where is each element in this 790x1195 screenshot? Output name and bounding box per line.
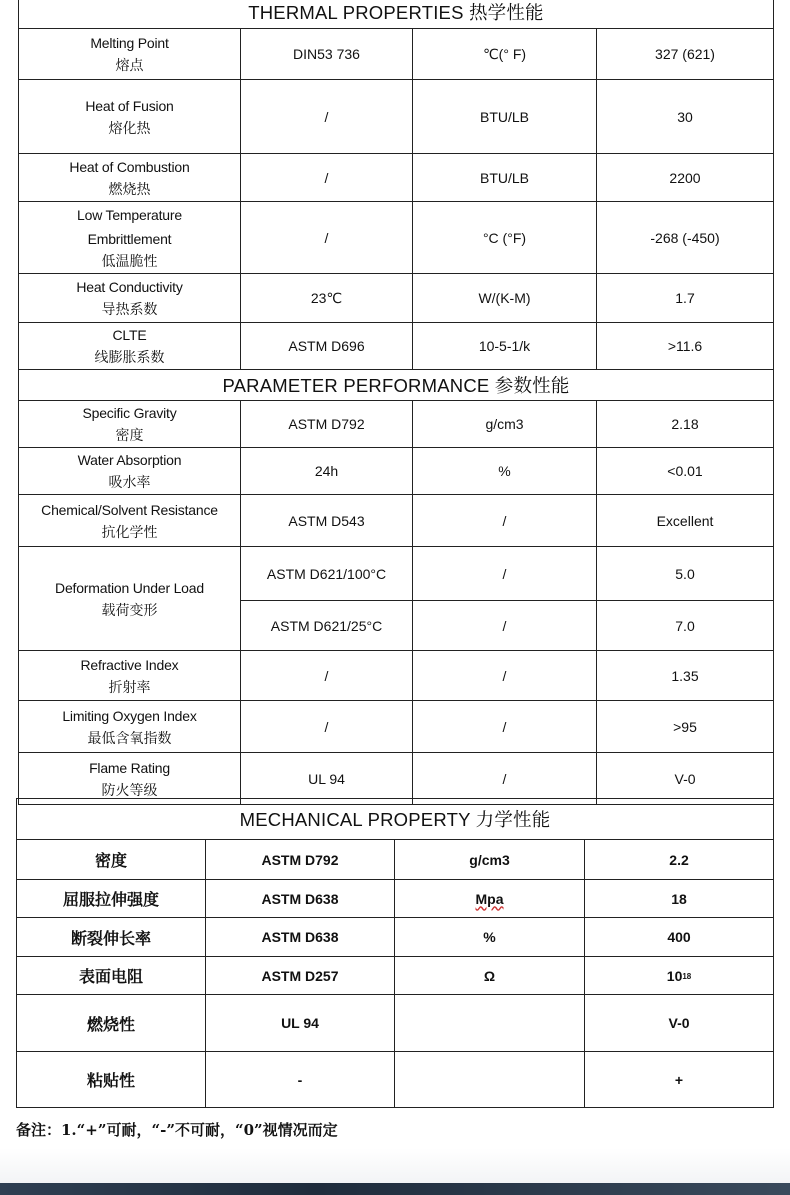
bottom-fade xyxy=(0,1148,790,1183)
value: 400 xyxy=(585,918,774,957)
unit: BTU/LB xyxy=(413,80,597,154)
test-method: UL 94 xyxy=(241,753,413,805)
unit: 10-5-1/k xyxy=(413,323,597,370)
test-method: UL 94 xyxy=(206,995,395,1052)
unit: % xyxy=(395,918,585,957)
value: >11.6 xyxy=(597,323,774,370)
test-method: ASTM D621/100°C xyxy=(241,547,413,601)
property-name: 密度 xyxy=(17,840,206,880)
test-method: / xyxy=(241,154,413,202)
unit: BTU/LB xyxy=(413,154,597,202)
value xyxy=(585,957,774,995)
unit: / xyxy=(413,495,597,547)
value: >95 xyxy=(597,701,774,753)
property-name: Deformation Under Load 载荷变形 xyxy=(19,547,241,651)
property-name: Heat Conductivity 导热系数 xyxy=(19,274,241,323)
unit: / xyxy=(413,547,597,601)
value: 5.0 xyxy=(597,547,774,601)
property-name: Specific Gravity 密度 xyxy=(19,401,241,448)
unit-text: Mpa xyxy=(475,890,504,907)
mechanical-table xyxy=(16,798,774,1108)
unit xyxy=(395,1052,585,1108)
footnote: 备注：1.“+”可耐，“-”不可耐，“0”视情况而定 xyxy=(16,1121,338,1139)
property-name: Heat of Combustion 燃烧热 xyxy=(19,154,241,202)
test-method: ASTM D696 xyxy=(241,323,413,370)
value: <0.01 xyxy=(597,448,774,495)
property-name: 断裂伸长率 xyxy=(17,918,206,957)
property-name: CLTE 线膨胀系数 xyxy=(19,323,241,370)
property-name: Melting Point 熔点 xyxy=(19,29,241,80)
test-method: ASTM D638 xyxy=(206,918,395,957)
test-method: ASTM D792 xyxy=(241,401,413,448)
value: 327 (621) xyxy=(597,29,774,80)
property-name: Heat of Fusion 熔化热 xyxy=(19,80,241,154)
property-name: Water Absorption 吸水率 xyxy=(19,448,241,495)
parameter-section-header: PARAMETER PERFORMANCE 参数性能 xyxy=(19,370,774,401)
unit xyxy=(395,880,585,918)
test-method: 24h xyxy=(241,448,413,495)
unit: / xyxy=(413,753,597,805)
unit: g/cm3 xyxy=(413,401,597,448)
unit: % xyxy=(413,448,597,495)
test-method: ASTM D543 xyxy=(241,495,413,547)
value: + xyxy=(585,1052,774,1108)
value-exponent: 18 xyxy=(682,971,692,981)
test-method: ASTM D792 xyxy=(206,840,395,880)
value: 2200 xyxy=(597,154,774,202)
value: 7.0 xyxy=(597,601,774,651)
test-method: / xyxy=(241,651,413,701)
test-method: DIN53 736 xyxy=(241,29,413,80)
property-name: Low Temperature Embrittlement 低温脆性 xyxy=(19,202,241,274)
unit: / xyxy=(413,701,597,753)
test-method: / xyxy=(241,80,413,154)
property-name: 燃烧性 xyxy=(17,995,206,1052)
unit: ℃(° F) xyxy=(413,29,597,80)
property-name: Limiting Oxygen Index 最低含氧指数 xyxy=(19,701,241,753)
unit: W/(K-M) xyxy=(413,274,597,323)
mechanical-section-header: MECHANICAL PROPERTY 力学性能 xyxy=(17,799,774,840)
test-method: - xyxy=(206,1052,395,1108)
value: Excellent xyxy=(597,495,774,547)
property-name: 表面电阻 xyxy=(17,957,206,995)
unit: / xyxy=(413,651,597,701)
test-method: ASTM D621/25°C xyxy=(241,601,413,651)
unit xyxy=(395,995,585,1052)
property-name: Flame Rating 防火等级 xyxy=(19,753,241,805)
unit: / xyxy=(413,601,597,651)
property-name: Refractive Index 折射率 xyxy=(19,651,241,701)
value: 1.7 xyxy=(597,274,774,323)
test-method: 23℃ xyxy=(241,274,413,323)
value: 2.18 xyxy=(597,401,774,448)
value: V-0 xyxy=(585,995,774,1052)
bottom-band xyxy=(0,1183,790,1195)
value: 30 xyxy=(597,80,774,154)
unit: Ω xyxy=(395,957,585,995)
value: V-0 xyxy=(597,753,774,805)
test-method: ASTM D638 xyxy=(206,880,395,918)
thermal-section-header: THERMAL PROPERTIES 热学性能 xyxy=(19,0,774,29)
property-name: 粘贴性 xyxy=(17,1052,206,1108)
test-method: / xyxy=(241,202,413,274)
property-name: Chemical/Solvent Resistance 抗化学性 xyxy=(19,495,241,547)
value: 18 xyxy=(585,880,774,918)
value-base: 10 xyxy=(666,967,683,984)
test-method: ASTM D257 xyxy=(206,957,395,995)
unit: g/cm3 xyxy=(395,840,585,880)
properties-table xyxy=(18,0,774,805)
test-method: / xyxy=(241,701,413,753)
value: -268 (-450) xyxy=(597,202,774,274)
value: 1.35 xyxy=(597,651,774,701)
unit: °C (°F) xyxy=(413,202,597,274)
value: 2.2 xyxy=(585,840,774,880)
property-name: 屈服拉伸强度 xyxy=(17,880,206,918)
